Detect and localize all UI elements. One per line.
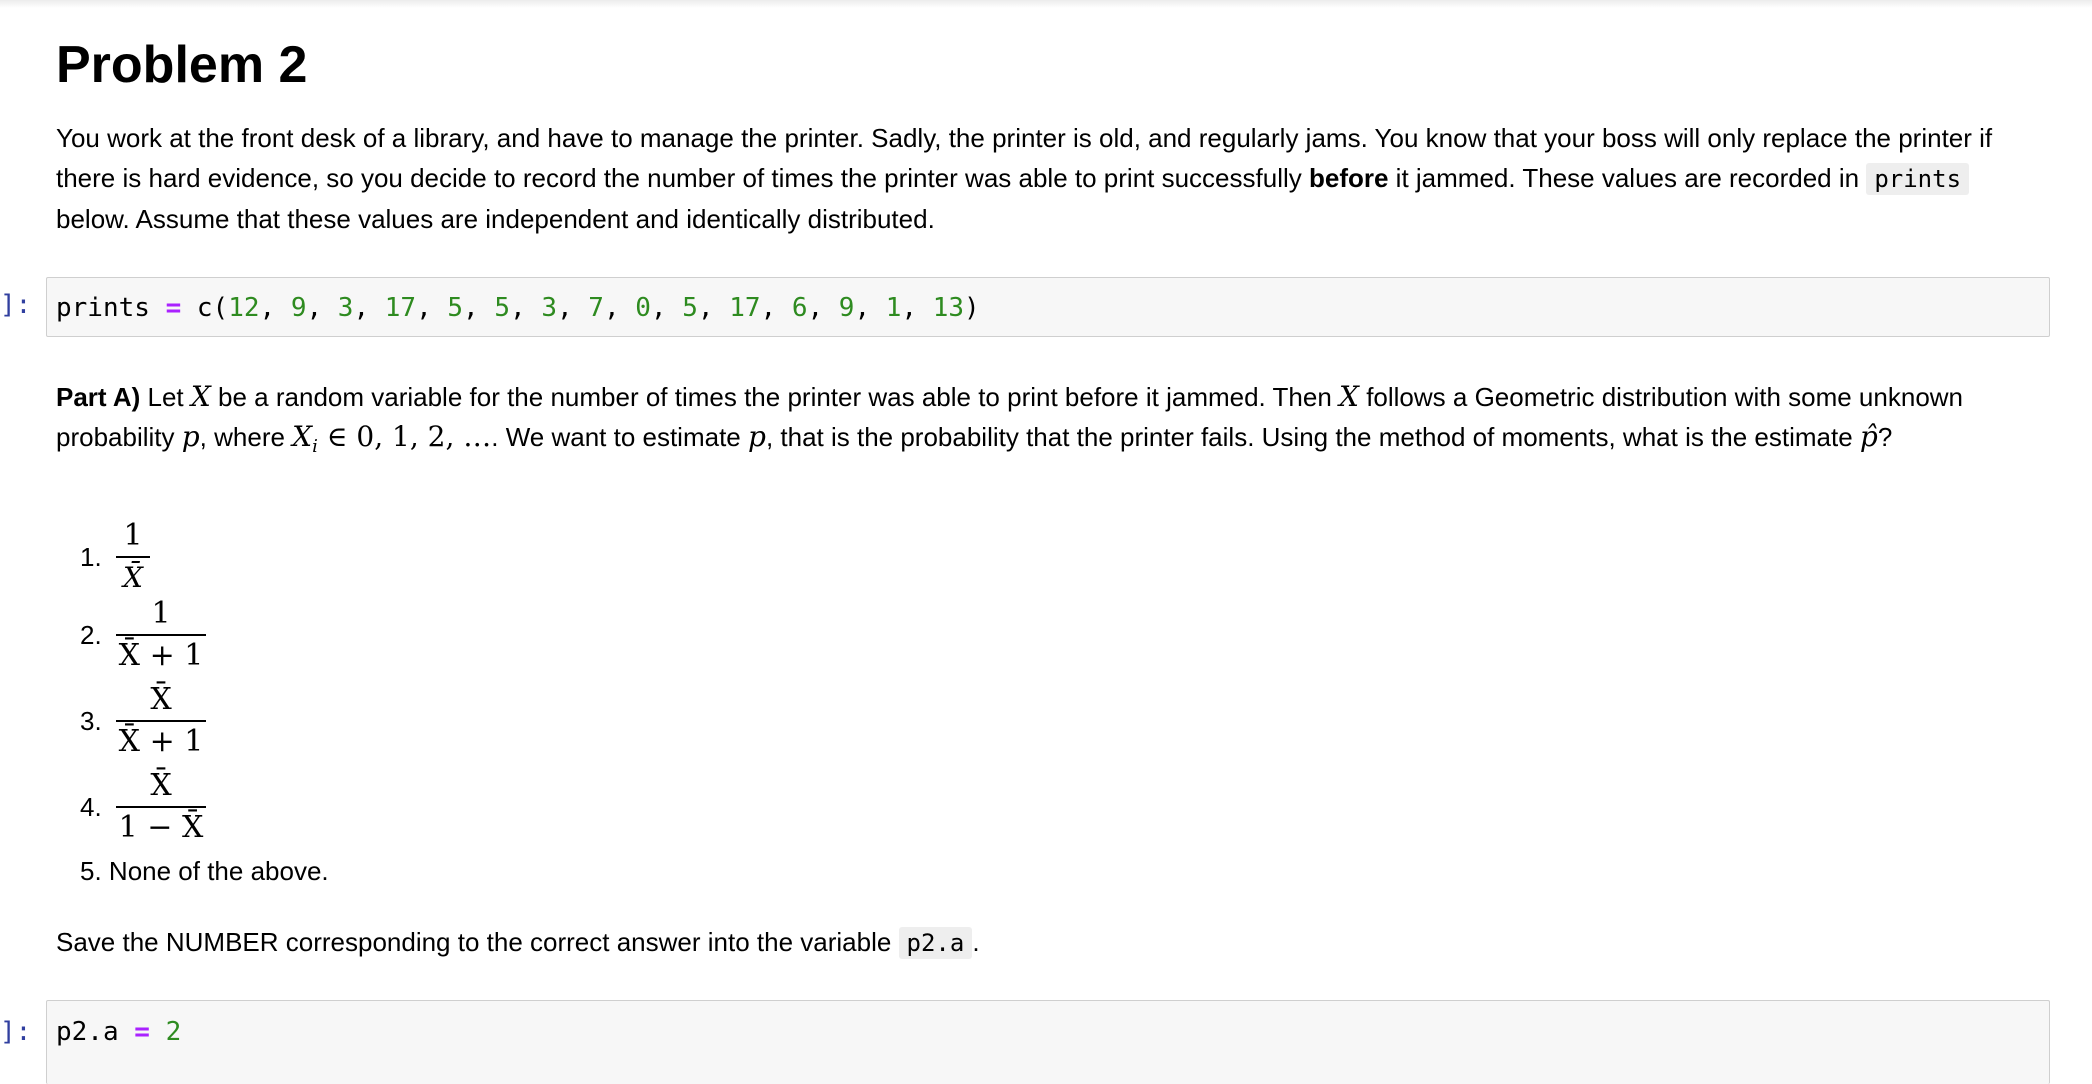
option-number: 1. bbox=[80, 542, 102, 572]
vector-separator: , bbox=[603, 293, 636, 323]
part-a-text-7: ? bbox=[1877, 422, 1893, 452]
vector-value: 3 bbox=[337, 293, 354, 323]
numerator: X̄ bbox=[150, 682, 172, 717]
fraction-bar bbox=[116, 806, 206, 808]
denominator: X̄ + 1 bbox=[118, 638, 204, 673]
part-a-text-6: , that is the probability that the printer fails. Using the method of moments, what is the estimate bbox=[765, 422, 1860, 452]
vector-value: 1 bbox=[885, 293, 902, 323]
vector-value: 9 bbox=[838, 293, 855, 323]
fraction-bar bbox=[116, 556, 150, 558]
numerator: 1 bbox=[151, 596, 171, 631]
code-call bbox=[197, 293, 980, 323]
vector-separator: , bbox=[416, 293, 448, 323]
vector-separator: , bbox=[259, 293, 291, 323]
math-p: p bbox=[181, 420, 200, 453]
part-a-label: Part A) bbox=[56, 382, 141, 412]
intro-paragraph bbox=[56, 118, 2046, 239]
fraction bbox=[116, 768, 206, 846]
fraction bbox=[116, 596, 206, 674]
vector-value: 13 bbox=[932, 293, 965, 323]
part-a-text-5: . We want to estimate bbox=[491, 422, 748, 452]
part-a-paragraph bbox=[56, 377, 2046, 467]
fraction bbox=[116, 518, 150, 596]
vector-value: 5 bbox=[682, 293, 698, 323]
save-text: Save the NUMBER corresponding to the correct answer into the variable bbox=[56, 927, 899, 957]
denominator: 1 − X̄ bbox=[118, 810, 204, 845]
vector-separator: , bbox=[556, 293, 589, 323]
inline-code-p2a: p2.a bbox=[899, 927, 973, 959]
code-var: prints bbox=[56, 293, 150, 323]
inline-code-prints: prints bbox=[1866, 163, 1969, 195]
vector-value: 7 bbox=[588, 293, 604, 323]
intro-text-2: it jammed. These values are recorded in bbox=[1388, 163, 1867, 193]
intro-bold: before bbox=[1308, 163, 1389, 193]
vector-separator: , bbox=[463, 293, 495, 323]
vector-separator: , bbox=[306, 293, 338, 323]
vector-value: 17 bbox=[729, 293, 761, 323]
part-a-text-3: follows a Geometric distribution with some unknown probability bbox=[56, 382, 1964, 452]
fraction bbox=[116, 682, 206, 760]
vector-value: 5 bbox=[494, 293, 511, 323]
vector-value: 5 bbox=[447, 293, 464, 323]
code-cell-prints[interactable] bbox=[46, 277, 2050, 337]
vector-value: 6 bbox=[791, 293, 808, 323]
save-instruction bbox=[56, 922, 2046, 963]
intro-text-3: below. Assume that these values are independent and identically distributed. bbox=[56, 204, 935, 234]
math-p-hat: p̂ bbox=[1859, 420, 1878, 453]
code-func: c( bbox=[196, 293, 229, 323]
code-operator: = bbox=[134, 1017, 150, 1047]
denominator: X̄ + 1 bbox=[118, 724, 204, 759]
numerator: X̄ bbox=[150, 768, 172, 803]
vector-value: 0 bbox=[635, 293, 651, 323]
math-X: X bbox=[190, 380, 211, 413]
option-number: 3. bbox=[80, 706, 102, 736]
intro-text-1: You work at the front desk of a library, and have to manage the printer. Sadly, the printer is old, and regularly jams. You know that your boss will only replace the printer if there is hard evidence, so you decide to record the number of times the printer was able to print successfully bbox=[56, 123, 1993, 193]
vector-value: 12 bbox=[228, 293, 260, 323]
vector-value: 3 bbox=[541, 293, 557, 323]
page-title: Problem 2 bbox=[56, 36, 308, 94]
cell-prompt: ]: bbox=[0, 290, 32, 320]
denominator: X̄ bbox=[123, 561, 143, 594]
math-Xi: X bbox=[292, 420, 313, 453]
fraction-bar bbox=[116, 634, 206, 636]
part-a-text-1: Let bbox=[140, 382, 191, 412]
cell-prompt-2: ]: bbox=[0, 1017, 32, 1047]
code-value: 2 bbox=[165, 1017, 182, 1047]
code-cell-p2a[interactable] bbox=[46, 1000, 2050, 1084]
vector-separator: , bbox=[353, 293, 385, 323]
vector-separator: , bbox=[854, 293, 886, 323]
vector-separator: , bbox=[901, 293, 933, 323]
vector-separator: , bbox=[760, 293, 792, 323]
vector-separator: , bbox=[650, 293, 683, 323]
vector-value: 9 bbox=[290, 293, 307, 323]
part-a-text-2: be a random variable for the number of times the printer was able to print before it jammed. Then bbox=[210, 382, 1340, 412]
save-end: . bbox=[972, 927, 980, 957]
option-number: 2. bbox=[80, 620, 102, 650]
numerator: 1 bbox=[123, 518, 143, 553]
option-5 bbox=[80, 856, 329, 887]
code-var: p2.a bbox=[56, 1017, 119, 1047]
math-p-2: p bbox=[748, 420, 766, 453]
math-X-2: X bbox=[1339, 380, 1359, 413]
vector-separator: , bbox=[510, 293, 542, 323]
math-set: ∈ 0, 1, 2, … bbox=[317, 420, 492, 453]
vector-value: 17 bbox=[384, 293, 417, 323]
option-number: 4. bbox=[80, 792, 102, 822]
fraction-bar bbox=[116, 720, 206, 722]
code-operator: = bbox=[165, 293, 182, 323]
code-close: ) bbox=[964, 293, 980, 323]
vector-separator: , bbox=[807, 293, 839, 323]
option-text: None of the above. bbox=[108, 856, 329, 886]
option-number: 5. bbox=[80, 856, 102, 886]
code-values bbox=[228, 293, 964, 323]
vector-separator: , bbox=[697, 293, 730, 323]
part-a-text-4: , where bbox=[199, 422, 293, 452]
math-subscript-i: i bbox=[312, 436, 318, 458]
